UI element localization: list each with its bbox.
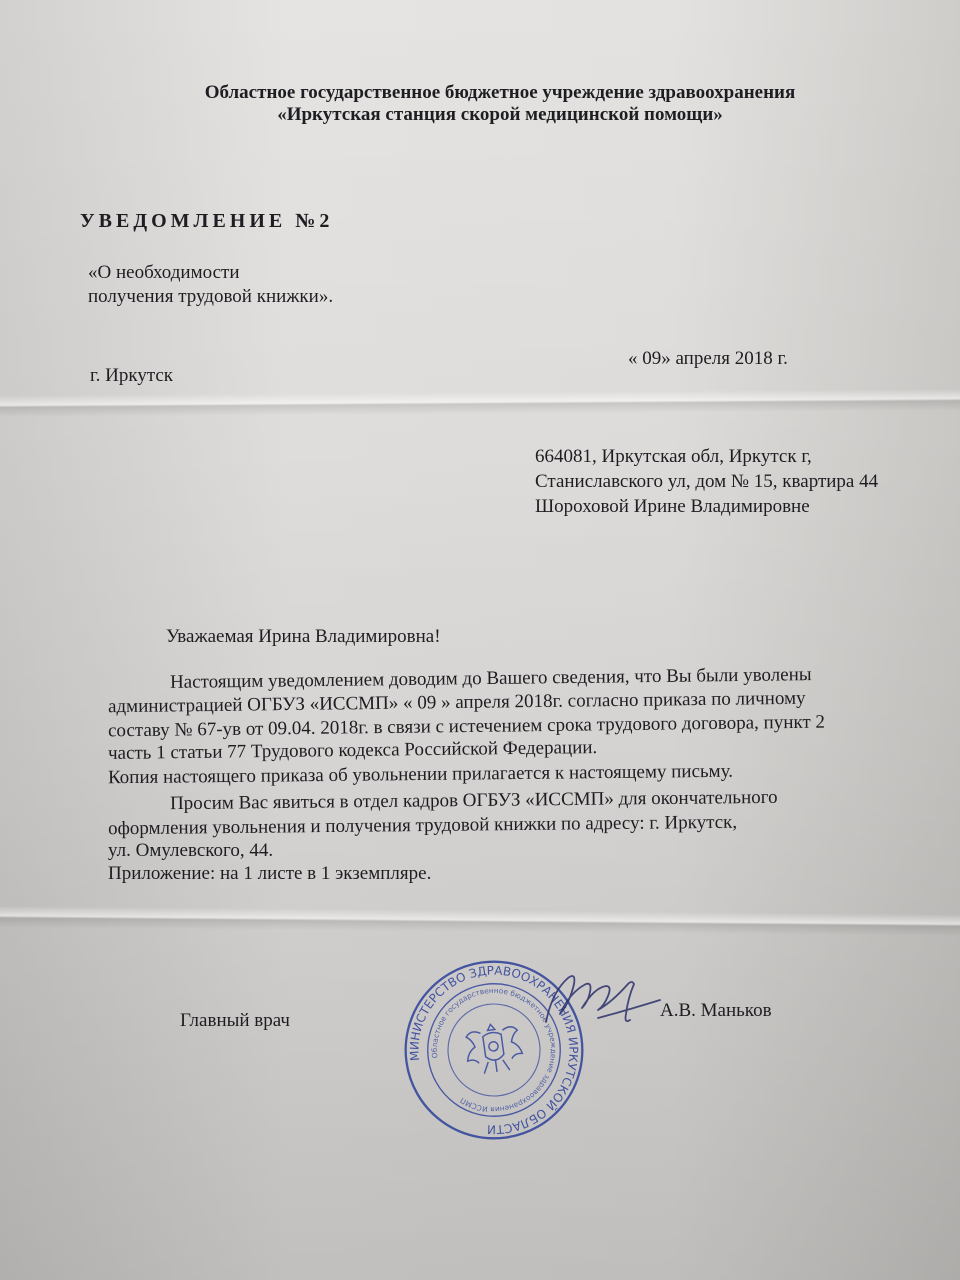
notice-subject-line-2: получения трудовой книжки». [88,286,334,307]
notice-city: г. Иркутск [90,365,174,386]
organization-line-1: Областное государственное бюджетное учреждение здравоохранения [204,82,796,103]
coat-of-arms-emblem [463,1021,524,1076]
letter-body-line: администрацией ОГБУЗ «ИССМП» « 09 » апреля 2018г. согласно приказа по личному [107,687,806,718]
paper-fold-line [0,389,960,418]
letter-body-line: ул. Омулевского, 44. [108,840,274,861]
letter-body-line: оформления увольнения и получения трудовой книжки по адресу: г. Иркутск, [107,811,738,840]
recipient-address-line-1: 664081, Иркутская обл, Иркутск г, [535,446,812,467]
letter-attachment-line: Приложение: на 1 листе в 1 экземпляре. [108,863,432,884]
seal-outer-text: МИНИСТЕРСТВО ЗДРАВООХРАНЕНИЯ ИРКУТСКОЙ ОБЛАСТИ [407,963,581,1137]
letter-body-line: Просим Вас явиться в отдел кадров ОГБУЗ «ИССМП» для окончательного [169,786,778,815]
notice-date: « 09» апреля 2018 г. [628,348,788,369]
letter-body-line: часть 1 статьи 77 Трудового кодекса Российской Федерации. [107,737,598,764]
handwritten-signature [528,960,668,1040]
recipient-address-line-2: Станиславского ул, дом № 15, квартира 44 [535,471,879,492]
letter-greeting: Уважаемая Ирина Владимировна! [166,626,441,647]
notice-title: УВЕДОМЛЕНИЕ №2 [80,210,334,232]
letter-body-line: Копия настоящего приказа об увольнении прилагается к настоящему письму. [107,760,734,789]
letter-body-line: составу № 67-ув от 09.04. 2018г. в связи с истечением срока трудового договора, пункт 2 [107,711,826,742]
notice-subject-line-1: «О необходимости [88,262,240,283]
seal-inner-text: Областное государственное бюджетное учреждение здравоохранения ИССМП [429,985,559,1115]
letter-body-line: Настоящим уведомлением доводим до Вашего сведения, что Вы были уволены [169,664,812,693]
organization-line-2: «Иркутская станция скорой медицинской помощи» [277,104,723,125]
signatory-name: А.В. Маньков [660,1000,772,1021]
paper-fold-line [0,906,960,936]
signatory-position: Главный врач [180,1010,290,1031]
recipient-name: Шороховой Ирине Владимировне [535,496,810,517]
